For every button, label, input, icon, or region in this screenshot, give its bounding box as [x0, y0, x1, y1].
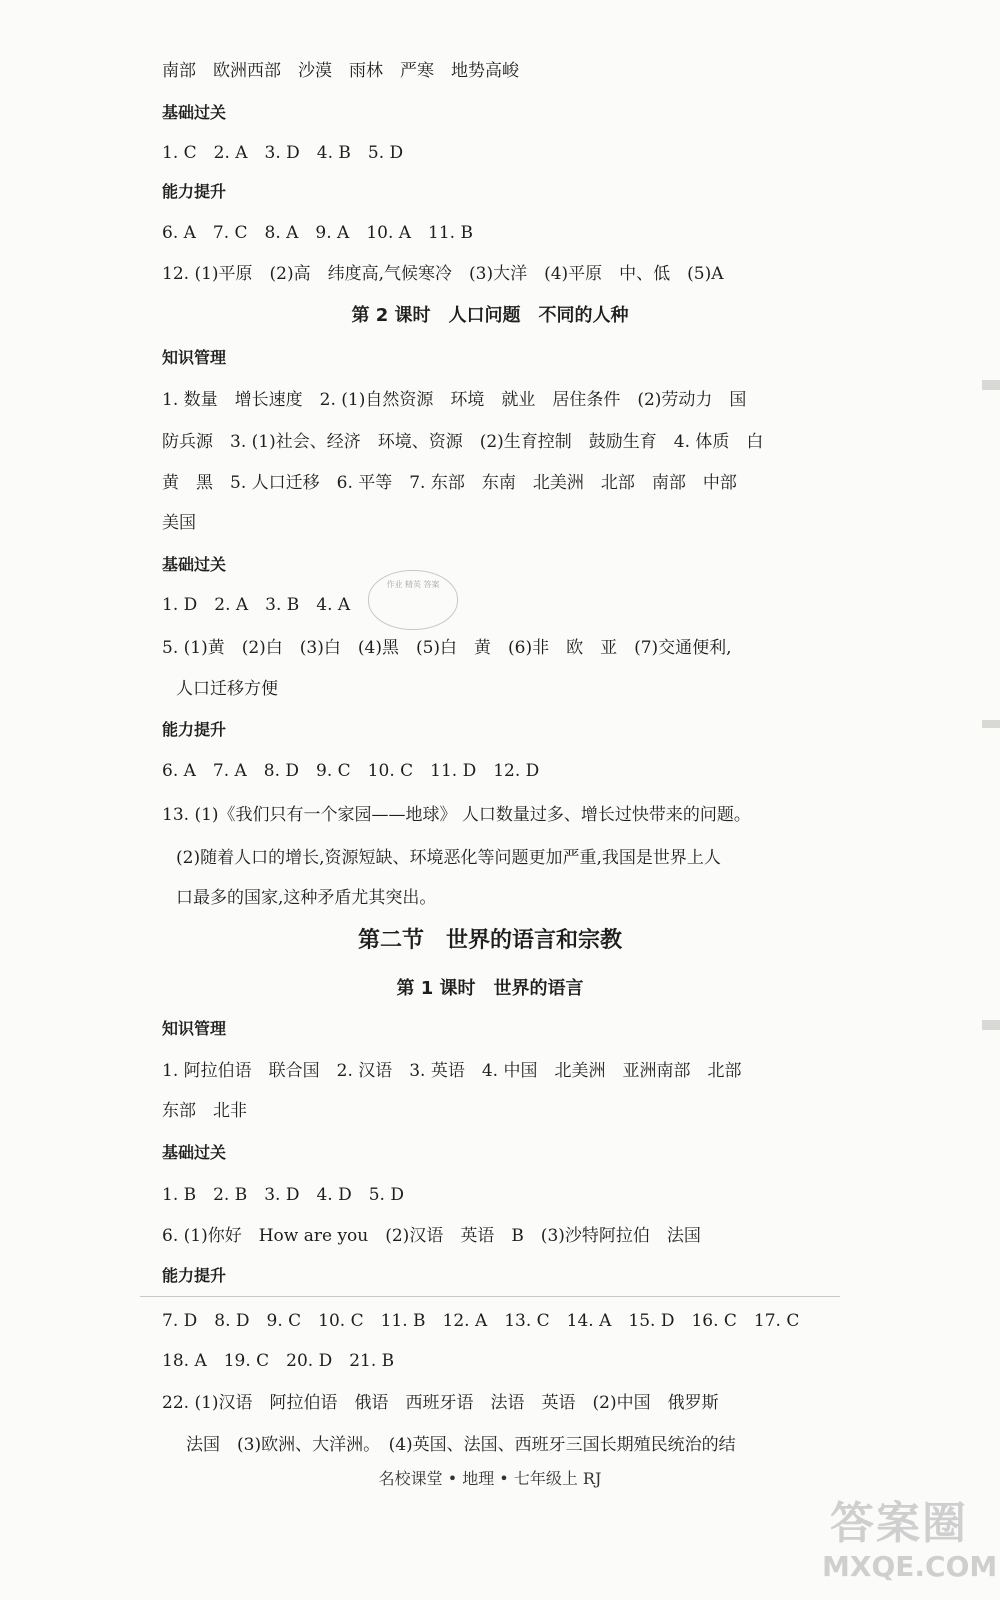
- answer-line: 法国 (3)欧洲、大洋洲。 (4)英国、法国、西班牙三国长期殖民统治的结: [186, 1435, 736, 1455]
- answer-line: 美国: [162, 513, 196, 533]
- heading-advanced: 能力提升: [162, 1266, 227, 1285]
- section-title: 第二节 世界的语言和宗教: [357, 928, 622, 953]
- answer-line: 东部 北非: [162, 1101, 247, 1121]
- scan-edge-mark: [982, 380, 1000, 390]
- answer-line: 1. D 2. A 3. B 4. A: [162, 595, 351, 615]
- answer-line: 13. (1)《我们只有一个家园——地球》 人口数量过多、增长过快带来的问题。: [162, 805, 751, 825]
- answer-line: 防兵源 3. (1)社会、经济 环境、资源 (2)生育控制 鼓励生育 4. 体质 白: [162, 432, 764, 452]
- answer-line: 南部 欧洲西部 沙漠 雨林 严寒 地势高峻: [162, 61, 519, 81]
- heading-advanced: 能力提升: [162, 182, 227, 201]
- heading-basic: 基础过关: [162, 103, 227, 122]
- answer-line: 人口迁移方便: [176, 679, 278, 699]
- divider: [140, 1296, 840, 1297]
- answer-line: 22. (1)汉语 阿拉伯语 俄语 西班牙语 法语 英语 (2)中国 俄罗斯: [162, 1393, 719, 1413]
- answer-line: 18. A 19. C 20. D 21. B: [162, 1351, 395, 1371]
- lesson-title: 第 1 课时 世界的语言: [396, 978, 584, 999]
- heading-basic: 基础过关: [162, 1143, 227, 1162]
- answer-line: 1. 数量 增长速度 2. (1)自然资源 环境 就业 居住条件 (2)劳动力 国: [162, 390, 747, 410]
- heading-basic: 基础过关: [162, 555, 227, 574]
- page-footer: 名校课堂 • 地理 • 七年级上 RJ: [378, 1469, 602, 1488]
- answer-line: 黄 黑 5. 人口迁移 6. 平等 7. 东部 东南 北美洲 北部 南部 中部: [162, 473, 737, 493]
- answer-line: 1. B 2. B 3. D 4. D 5. D: [162, 1185, 404, 1205]
- answer-line: 口最多的国家,这种矛盾尤其突出。: [176, 888, 437, 908]
- heading-knowledge: 知识管理: [162, 1019, 227, 1038]
- answer-line: 1. 阿拉伯语 联合国 2. 汉语 3. 英语 4. 中国 北美洲 亚洲南部 北部: [162, 1061, 742, 1081]
- scan-edge-mark: [982, 720, 1000, 728]
- answer-line: 7. D 8. D 9. C 10. C 11. B 12. A 13. C 14. A 15. D 16. C 17. C: [162, 1311, 800, 1331]
- lesson-title: 第 2 课时 人口问题 不同的人种: [351, 305, 629, 326]
- homework-stamp: 作业 精英 答案: [368, 570, 458, 630]
- heading-advanced: 能力提升: [162, 720, 227, 739]
- answer-line: 6. A 7. A 8. D 9. C 10. C 11. D 12. D: [162, 761, 540, 781]
- watermark-logo: 答案圈 MXQE.COM: [822, 1498, 998, 1583]
- scan-edge-mark: [982, 1020, 1000, 1030]
- answer-line: (2)随着人口的增长,资源短缺、环境恶化等问题更加严重,我国是世界上人: [176, 848, 721, 868]
- answer-line: 6. (1)你好 How are you (2)汉语 英语 B (3)沙特阿拉伯 法国: [162, 1226, 701, 1246]
- answer-line: 1. C 2. A 3. D 4. B 5. D: [162, 143, 404, 163]
- answer-line: 6. A 7. C 8. A 9. A 10. A 11. B: [162, 223, 473, 243]
- answer-line: 5. (1)黄 (2)白 (3)白 (4)黑 (5)白 黄 (6)非 欧 亚 (7)交通便利,: [162, 638, 732, 658]
- heading-knowledge: 知识管理: [162, 348, 227, 367]
- answer-line: 12. (1)平原 (2)高 纬度高,气候寒冷 (3)大洋 (4)平原 中、低 (5)A: [162, 264, 724, 284]
